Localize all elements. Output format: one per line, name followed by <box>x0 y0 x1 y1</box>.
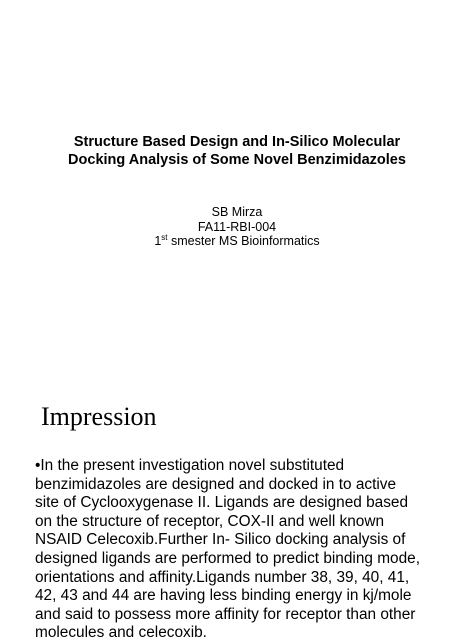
author-block <box>20 205 454 249</box>
program-ordinal: 1 <box>154 234 162 248</box>
body-line: benzimidazoles are designed and docked in to active <box>35 475 397 493</box>
body-line: NSAID Celecoxib.Further In- Silico docking analysis of <box>35 531 406 549</box>
body-line: orientations and affinity.Ligands number 38, 39, 40, 41, <box>35 568 410 586</box>
title-line: Docking Analysis of Some Novel Benzimidazoles <box>68 152 406 168</box>
program-text: smester MS Bioinformatics <box>167 234 320 248</box>
body-line: designed ligands are performed to predict binding mode, <box>35 549 421 567</box>
body-line: site of Cyclooxygenase II. Ligands are designed based <box>35 494 409 512</box>
presentation-title <box>20 133 454 169</box>
impression-slide <box>0 316 474 642</box>
body-line: molecules and celecoxib. <box>35 624 207 642</box>
body-line: •In the present investigation novel substituted <box>35 457 345 474</box>
title-line: Structure Based Design and In-Silico Molecular <box>73 134 401 150</box>
body-line: and said to possess more affinity for receptor than other <box>35 605 416 623</box>
body-line: on the structure of receptor, COX-II and well known <box>35 512 385 530</box>
impression-body <box>35 457 465 643</box>
title-slide <box>0 0 474 316</box>
program-line <box>20 234 454 249</box>
program-ordinal-suffix: st <box>161 233 168 242</box>
author-name: SB Mirza <box>211 205 263 219</box>
student-id: FA11-RBI-004 <box>197 219 277 234</box>
body-line: 42, 43 and 44 are having less binding energy in kj/mole <box>35 587 412 605</box>
impression-heading: Impression <box>41 402 157 431</box>
